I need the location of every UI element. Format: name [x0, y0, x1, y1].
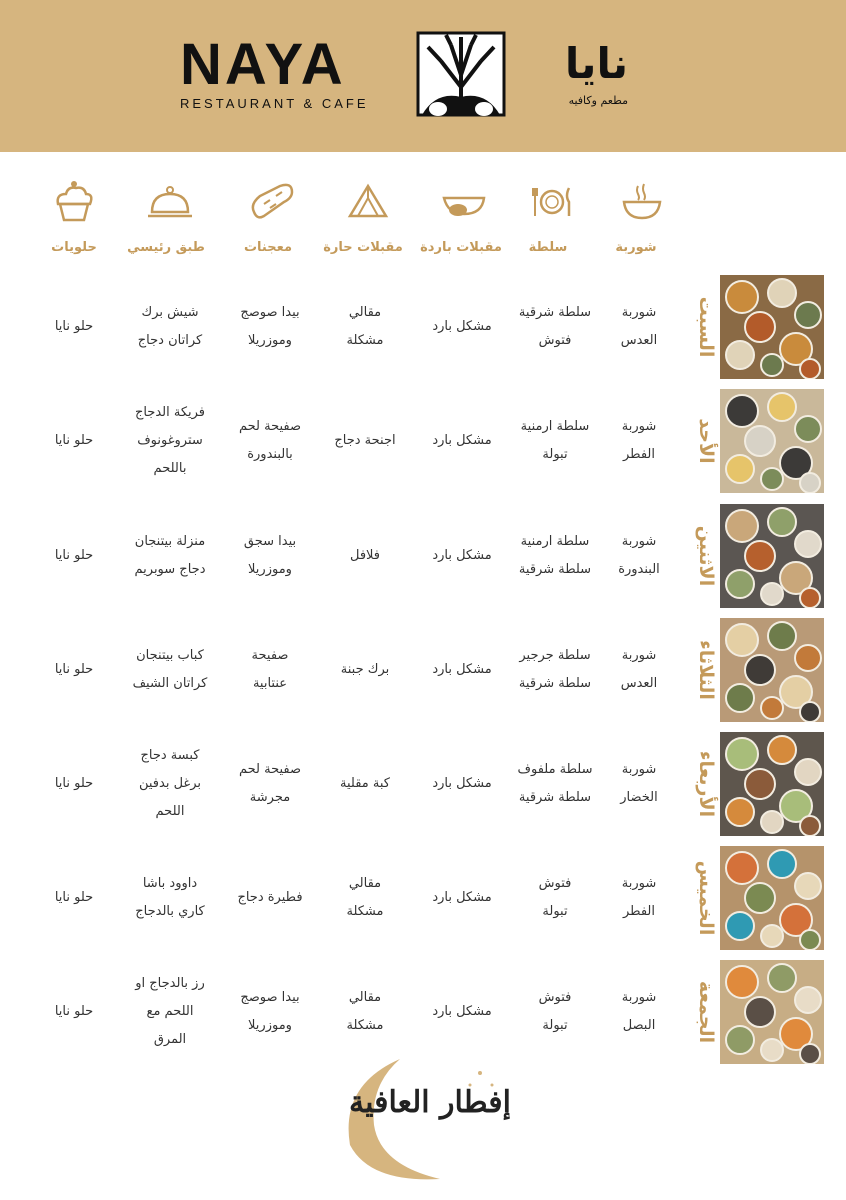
crescent-moon-icon — [330, 1055, 520, 1185]
menu-cell: مشكل بارد — [432, 433, 492, 448]
category-label-salad: سلطة — [528, 240, 568, 255]
menu-cell: كباب بيتنجان كراتان الشيف — [132, 648, 208, 691]
menu-cell: مشكل بارد — [432, 890, 492, 905]
menu-cell: شوربة البصل — [621, 990, 657, 1033]
category-label-hot-appetizers: مقبلات حارة — [323, 240, 403, 255]
menu-cell: حلو نايا — [54, 548, 94, 563]
menu-cell: سلطة جرجير سلطة شرقية — [518, 648, 592, 691]
menu-cell: فلافل — [349, 548, 381, 563]
menu-cell: شيش برك كراتان دجاج — [137, 305, 203, 348]
menu-cell: شوربة الفطر — [621, 876, 657, 919]
menu-cell: صفيحة عنتابية — [251, 648, 289, 691]
menu-cell: بيدا صوصج وموزريلا — [240, 990, 300, 1033]
day-name: الجمعة — [695, 980, 717, 1044]
menu-cell: فتوش تبولة — [538, 990, 572, 1033]
menu-cell: سلطة ملفوف سلطة شرقية — [517, 762, 593, 805]
day-photo — [720, 618, 824, 722]
day-name: الأحد — [695, 418, 717, 464]
menu-cell: كبة مقلية — [340, 776, 390, 791]
logo-arabic — [528, 40, 628, 107]
brand-sub-en: RESTAURANT & CAFE — [180, 96, 369, 111]
day-photo — [720, 732, 824, 836]
menu-cell: بيدا صوصج وموزريلا — [240, 305, 300, 348]
day-name: الخميس — [695, 860, 717, 936]
day-photo — [720, 275, 824, 379]
day-photo — [720, 504, 824, 608]
menu-cell: مقالي مشكلة — [346, 876, 384, 919]
menu-cell: داوود باشا كاري بالدجاج — [135, 876, 205, 919]
menu-cell: مشكل بارد — [432, 319, 492, 334]
menu-cell: فريكة الدجاج ستروغونوف باللحم — [134, 405, 206, 476]
menu-cell: مقالي مشكلة — [346, 990, 384, 1033]
menu-cell: صفيحة لحم مجرشة — [238, 762, 302, 805]
category-label-cold-appetizers: مقبلات باردة — [420, 240, 502, 255]
menu-cell: رز بالدجاج او اللحم مع المرق — [135, 976, 205, 1047]
category-label-pastries: معجنات — [243, 240, 292, 255]
menu-cell: منزلة بيتنجان دجاج سوبريم — [134, 534, 206, 577]
menu-cell: شوربة العدس — [620, 648, 658, 691]
plate-cutlery-icon — [528, 178, 576, 226]
menu-cell: حلو نايا — [54, 662, 94, 677]
header-banner — [0, 0, 846, 152]
menu-cell: شوربة البندورة — [618, 534, 660, 577]
day-photo — [720, 846, 824, 950]
soup-bowl-icon — [618, 178, 666, 226]
day-name: السبت — [695, 296, 717, 358]
brand-name-en: NAYA — [180, 32, 346, 97]
menu-cell: بيدا سجق وموزريلا — [243, 534, 297, 577]
category-label-main-course: طبق رئيسي — [127, 240, 205, 255]
brand-sub-ar: مطعم وكافيه — [568, 94, 628, 107]
menu-cell: كبسة دجاج برغل بدفين اللحم — [138, 748, 202, 819]
day-name: الثلاثاء — [695, 640, 717, 700]
menu-cell: سلطة شرقية فتوش — [518, 305, 592, 348]
menu-cell: فطيرة دجاج — [237, 890, 303, 905]
menu-cell: سلطة ارمنية تبولة — [520, 419, 590, 462]
day-name: الاثنين — [695, 525, 717, 587]
bread-icon — [248, 178, 296, 226]
menu-cell: مقالي مشكلة — [346, 305, 384, 348]
category-label-soup: شوربة — [615, 240, 657, 255]
menu-cell: حلو نايا — [54, 890, 94, 905]
day-photo — [720, 960, 824, 1064]
menu-cell: شوربة الخضار — [620, 762, 658, 805]
footer-greeting: إفطار العافية — [349, 1085, 511, 1120]
menu-cell: برك جبنة — [340, 662, 390, 677]
cupcake-icon — [50, 178, 98, 226]
category-label-desserts: حلويات — [51, 240, 97, 255]
menu-cell: حلو نايا — [54, 319, 94, 334]
menu-cell: شوربة العدس — [620, 305, 658, 348]
bowl-icon — [438, 178, 486, 226]
menu-cell: حلو نايا — [54, 433, 94, 448]
logo-english — [180, 32, 405, 111]
tree-logo-icon — [416, 31, 506, 117]
menu-cell: مشكل بارد — [432, 1004, 492, 1019]
menu-cell: حلو نايا — [54, 1004, 94, 1019]
day-photo — [720, 389, 824, 493]
menu-cell: شوربة الفطر — [621, 419, 657, 462]
menu-cell: فتوش تبولة — [538, 876, 572, 919]
menu-cell: مشكل بارد — [432, 662, 492, 677]
cloche-icon — [146, 178, 194, 226]
samosa-icon — [344, 178, 392, 226]
brand-name-ar: نايا — [564, 39, 628, 88]
menu-cell: صفيحة لحم بالبندورة — [238, 419, 302, 462]
menu-cell: اجنحة دجاج — [334, 433, 396, 448]
menu-cell: مشكل بارد — [432, 548, 492, 563]
menu-cell: مشكل بارد — [432, 776, 492, 791]
day-name: الأربعاء — [695, 750, 717, 818]
menu-cell: سلطة ارمنية سلطة شرقية — [518, 534, 592, 577]
menu-cell: حلو نايا — [54, 776, 94, 791]
